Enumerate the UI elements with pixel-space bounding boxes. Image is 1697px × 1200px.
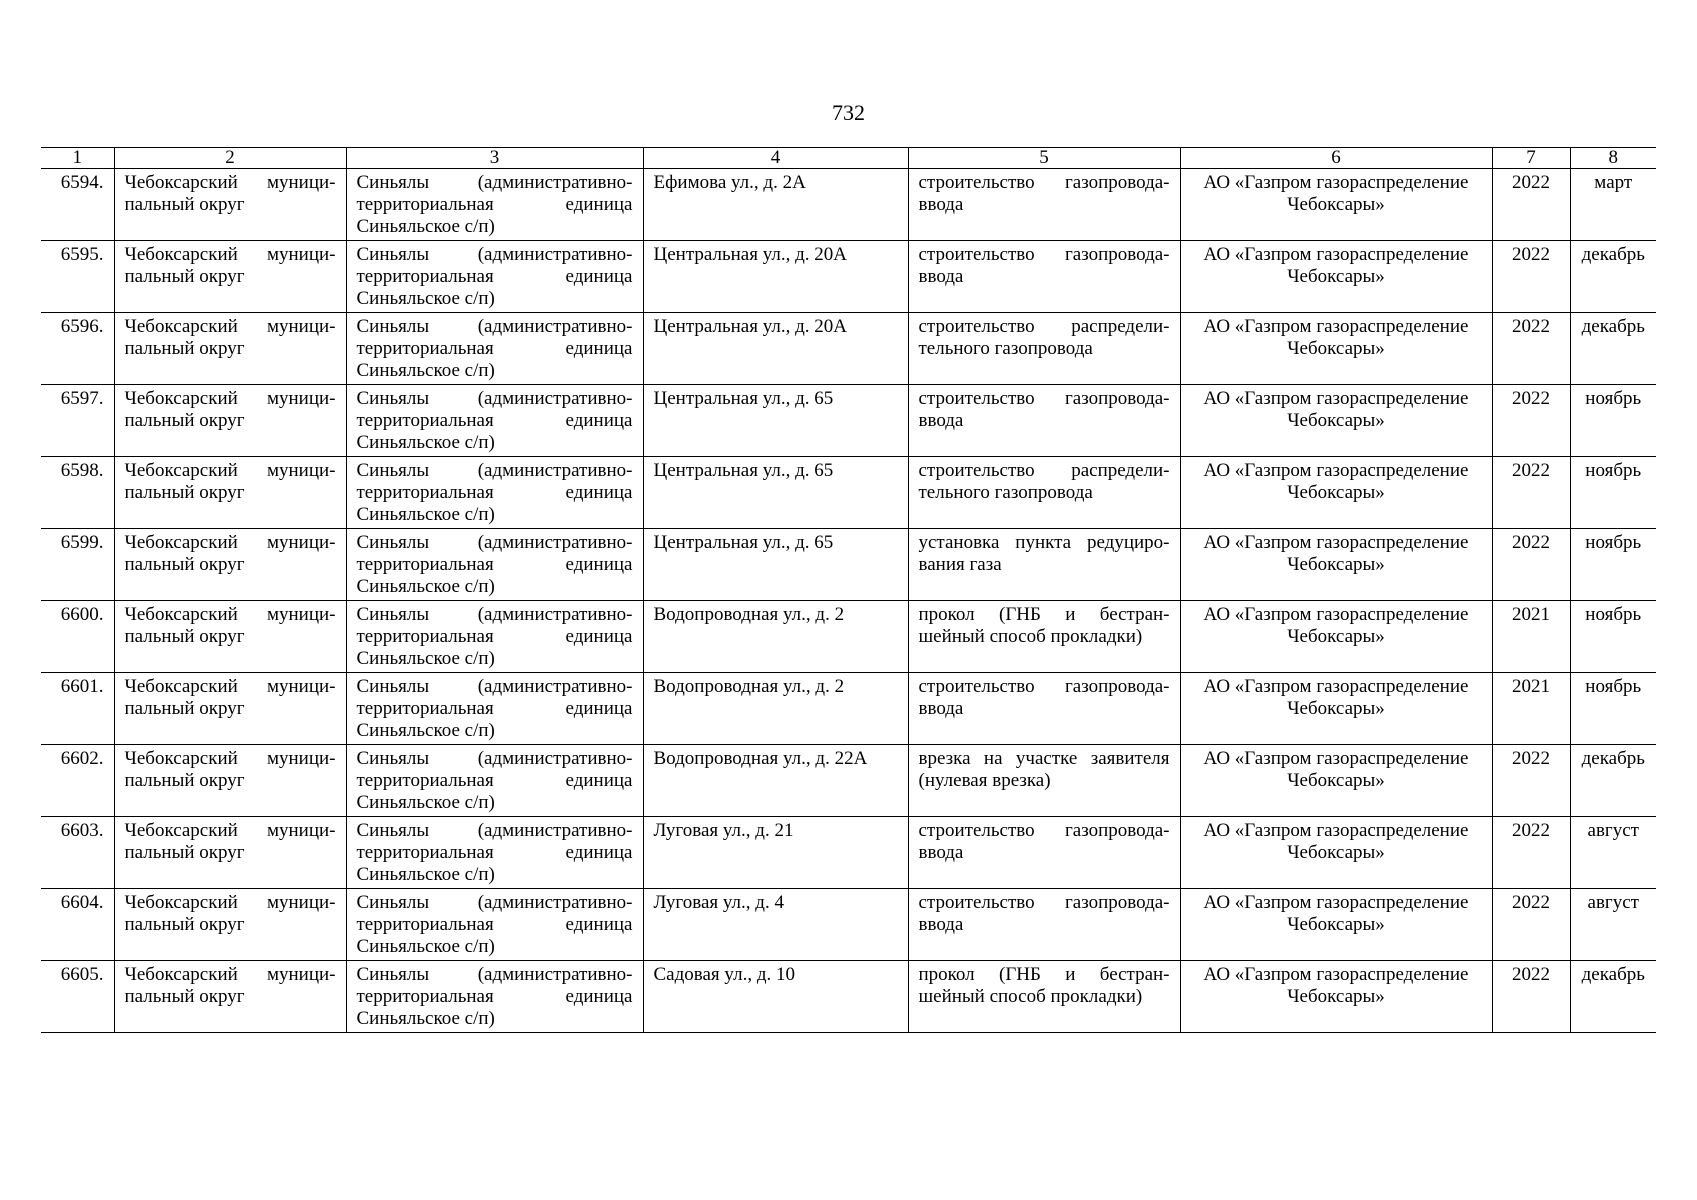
- settlement-cell: [346, 745, 643, 817]
- organization-cell: [1180, 961, 1492, 1033]
- district-line: Чебоксарский муници-: [124, 172, 336, 193]
- district-cell: [114, 457, 346, 529]
- year-text: 2022: [1512, 388, 1550, 409]
- settlement-line: Синьяльское с/п): [356, 360, 495, 381]
- district-line: пальный округ: [124, 338, 245, 359]
- address-cell: [643, 889, 908, 961]
- organization-cell: [1180, 169, 1492, 241]
- row-number: 6603.: [60, 820, 104, 841]
- table-row: [41, 745, 1656, 817]
- page-number: 732: [832, 100, 865, 125]
- settlement-cell: [346, 169, 643, 241]
- year-text: 2022: [1512, 244, 1550, 265]
- row-number-cell: [41, 169, 114, 241]
- district-cell: [114, 817, 346, 889]
- address-text: Садовая ул., д. 10: [653, 964, 795, 985]
- settlement-cell: [346, 673, 643, 745]
- organization-cell: [1180, 385, 1492, 457]
- table-row: [41, 889, 1656, 961]
- work-type-cell: [908, 601, 1180, 673]
- district-line: пальный округ: [124, 770, 245, 791]
- month-text: ноябрь: [1585, 460, 1642, 481]
- district-cell: [114, 745, 346, 817]
- address-text: Центральная ул., д. 20А: [653, 244, 847, 265]
- organization-line: Чебоксары»: [1287, 338, 1385, 359]
- work-line: вания газа: [918, 554, 1002, 575]
- work-type-cell: [908, 457, 1180, 529]
- year-cell: [1492, 601, 1570, 673]
- district-cell: [114, 313, 346, 385]
- settlement-line: территориальная единица: [356, 410, 633, 431]
- district-line: пальный округ: [124, 698, 245, 719]
- settlement-line: территориальная единица: [356, 266, 633, 287]
- settlement-cell: [346, 457, 643, 529]
- year-cell: [1492, 673, 1570, 745]
- settlement-line: территориальная единица: [356, 554, 633, 575]
- settlement-line: Синьялы (административно-: [356, 460, 633, 481]
- address-cell: [643, 817, 908, 889]
- month-cell: [1570, 529, 1656, 601]
- work-line: ввода: [918, 194, 964, 215]
- district-line: пальный округ: [124, 842, 245, 863]
- month-cell: [1570, 817, 1656, 889]
- address-text: Водопроводная ул., д. 2: [653, 676, 845, 697]
- row-number-cell: [41, 745, 114, 817]
- settlement-line: Синьяльское с/п): [356, 216, 495, 237]
- district-line: Чебоксарский муници-: [124, 892, 336, 913]
- month-cell: [1570, 961, 1656, 1033]
- registry-table: [41, 147, 1656, 1033]
- work-line: прокол (ГНБ и бестран-: [918, 964, 1170, 985]
- month-text: декабрь: [1581, 748, 1645, 769]
- organization-cell: [1180, 745, 1492, 817]
- organization-line: АО «Газпром газораспределение: [1203, 892, 1469, 913]
- column-number-header: 4: [643, 148, 908, 169]
- row-number: 6605.: [60, 964, 104, 985]
- district-line: пальный округ: [124, 410, 245, 431]
- district-line: Чебоксарский муници-: [124, 604, 336, 625]
- work-type-cell: [908, 385, 1180, 457]
- settlement-cell: [346, 889, 643, 961]
- row-number: 6604.: [60, 892, 104, 913]
- work-line: врезка на участке заявителя: [918, 748, 1170, 769]
- work-line: прокол (ГНБ и бестран-: [918, 604, 1170, 625]
- row-number-cell: [41, 889, 114, 961]
- organization-cell: [1180, 889, 1492, 961]
- column-number-header: 7: [1492, 148, 1570, 169]
- column-number-header: 2: [114, 148, 346, 169]
- settlement-line: Синьялы (административно-: [356, 748, 633, 769]
- settlement-line: Синьяльское с/п): [356, 576, 495, 597]
- settlement-line: Синьялы (административно-: [356, 172, 633, 193]
- address-cell: [643, 457, 908, 529]
- work-line: тельного газопровода: [918, 338, 1093, 359]
- row-number-cell: [41, 385, 114, 457]
- organization-line: АО «Газпром газораспределение: [1203, 172, 1469, 193]
- settlement-line: Синьяльское с/п): [356, 864, 495, 885]
- row-number: 6597.: [60, 388, 104, 409]
- settlement-line: территориальная единица: [356, 914, 633, 935]
- organization-line: АО «Газпром газораспределение: [1203, 460, 1469, 481]
- organization-line: АО «Газпром газораспределение: [1203, 388, 1469, 409]
- organization-line: Чебоксары»: [1287, 698, 1385, 719]
- settlement-cell: [346, 961, 643, 1033]
- column-number-header: 6: [1180, 148, 1492, 169]
- district-cell: [114, 529, 346, 601]
- address-text: Луговая ул., д. 4: [653, 892, 784, 913]
- address-cell: [643, 961, 908, 1033]
- work-line: строительство газопровода-: [918, 892, 1170, 913]
- organization-cell: [1180, 457, 1492, 529]
- address-cell: [643, 241, 908, 313]
- settlement-line: Синьялы (административно-: [356, 316, 633, 337]
- work-line: ввода: [918, 842, 964, 863]
- year-text: 2022: [1512, 892, 1550, 913]
- settlement-cell: [346, 385, 643, 457]
- district-line: пальный округ: [124, 986, 245, 1007]
- organization-line: АО «Газпром газораспределение: [1203, 820, 1469, 841]
- settlement-cell: [346, 529, 643, 601]
- year-text: 2022: [1512, 460, 1550, 481]
- row-number-cell: [41, 601, 114, 673]
- year-text: 2021: [1512, 604, 1550, 625]
- work-line: строительство газопровода-: [918, 172, 1170, 193]
- settlement-line: Синьялы (административно-: [356, 244, 633, 265]
- district-line: Чебоксарский муници-: [124, 964, 336, 985]
- table-row: [41, 241, 1656, 313]
- address-text: Центральная ул., д. 65: [653, 388, 834, 409]
- address-cell: [643, 313, 908, 385]
- year-text: 2021: [1512, 676, 1550, 697]
- year-text: 2022: [1512, 748, 1550, 769]
- work-line: ввода: [918, 698, 964, 719]
- district-cell: [114, 385, 346, 457]
- district-line: пальный округ: [124, 266, 245, 287]
- settlement-line: территориальная единица: [356, 698, 633, 719]
- table-row: [41, 385, 1656, 457]
- work-line: ввода: [918, 266, 964, 287]
- year-cell: [1492, 313, 1570, 385]
- month-text: август: [1587, 892, 1639, 913]
- year-cell: [1492, 241, 1570, 313]
- year-text: 2022: [1512, 820, 1550, 841]
- organization-line: Чебоксары»: [1287, 482, 1385, 503]
- address-cell: [643, 745, 908, 817]
- settlement-cell: [346, 241, 643, 313]
- month-cell: [1570, 889, 1656, 961]
- organization-line: Чебоксары»: [1287, 194, 1385, 215]
- work-line: тельного газопровода: [918, 482, 1093, 503]
- row-number: 6602.: [60, 748, 104, 769]
- table-row: [41, 169, 1656, 241]
- address-cell: [643, 169, 908, 241]
- settlement-line: Синьялы (административно-: [356, 892, 633, 913]
- column-number-header: 1: [41, 148, 114, 169]
- settlement-line: территориальная единица: [356, 338, 633, 359]
- table-row: [41, 673, 1656, 745]
- settlement-line: Синьяльское с/п): [356, 936, 495, 957]
- organization-line: Чебоксары»: [1287, 770, 1385, 791]
- address-text: Центральная ул., д. 65: [653, 532, 834, 553]
- work-line: строительство распредели-: [918, 460, 1170, 481]
- organization-line: Чебоксары»: [1287, 842, 1385, 863]
- district-line: пальный округ: [124, 554, 245, 575]
- organization-line: АО «Газпром газораспределение: [1203, 748, 1469, 769]
- organization-line: Чебоксары»: [1287, 986, 1385, 1007]
- month-text: декабрь: [1581, 244, 1645, 265]
- row-number-cell: [41, 673, 114, 745]
- settlement-line: Синьяльское с/п): [356, 720, 495, 741]
- month-text: август: [1587, 820, 1639, 841]
- settlement-line: Синьялы (административно-: [356, 820, 633, 841]
- row-number: 6598.: [60, 460, 104, 481]
- row-number: 6601.: [60, 676, 104, 697]
- work-type-cell: [908, 817, 1180, 889]
- column-number-row: [41, 148, 1656, 169]
- row-number-cell: [41, 817, 114, 889]
- settlement-line: территориальная единица: [356, 842, 633, 863]
- settlement-line: Синьяльское с/п): [356, 1008, 495, 1029]
- table-body: [41, 148, 1656, 1033]
- address-text: Центральная ул., д. 65: [653, 460, 834, 481]
- address-cell: [643, 601, 908, 673]
- row-number-cell: [41, 529, 114, 601]
- year-text: 2022: [1512, 172, 1550, 193]
- month-text: ноябрь: [1585, 388, 1642, 409]
- organization-cell: [1180, 529, 1492, 601]
- organization-cell: [1180, 313, 1492, 385]
- organization-line: Чебоксары»: [1287, 914, 1385, 935]
- work-line: ввода: [918, 410, 964, 431]
- settlement-line: Синьяльское с/п): [356, 648, 495, 669]
- row-number-cell: [41, 241, 114, 313]
- organization-line: АО «Газпром газораспределение: [1203, 316, 1469, 337]
- settlement-line: Синьялы (административно-: [356, 388, 633, 409]
- work-line: ввода: [918, 914, 964, 935]
- work-type-cell: [908, 169, 1180, 241]
- district-cell: [114, 889, 346, 961]
- district-line: Чебоксарский муници-: [124, 532, 336, 553]
- address-text: Водопроводная ул., д. 2: [653, 604, 845, 625]
- organization-line: АО «Газпром газораспределение: [1203, 964, 1469, 985]
- district-line: Чебоксарский муници-: [124, 676, 336, 697]
- work-line: шейный способ прокладки): [918, 986, 1143, 1007]
- organization-line: АО «Газпром газораспределение: [1203, 676, 1469, 697]
- month-text: ноябрь: [1585, 532, 1642, 553]
- organization-line: Чебоксары»: [1287, 410, 1385, 431]
- year-cell: [1492, 817, 1570, 889]
- settlement-line: территориальная единица: [356, 626, 633, 647]
- address-cell: [643, 529, 908, 601]
- month-cell: [1570, 745, 1656, 817]
- organization-line: Чебоксары»: [1287, 626, 1385, 647]
- work-type-cell: [908, 745, 1180, 817]
- settlement-line: Синьяльское с/п): [356, 504, 495, 525]
- year-cell: [1492, 961, 1570, 1033]
- district-line: Чебоксарский муници-: [124, 748, 336, 769]
- district-line: Чебоксарский муници-: [124, 316, 336, 337]
- work-line: установка пункта редуциро-: [918, 532, 1170, 553]
- settlement-cell: [346, 601, 643, 673]
- row-number: 6599.: [60, 532, 104, 553]
- organization-cell: [1180, 673, 1492, 745]
- work-type-cell: [908, 673, 1180, 745]
- work-type-cell: [908, 313, 1180, 385]
- district-line: Чебоксарский муници-: [124, 820, 336, 841]
- month-text: март: [1594, 172, 1633, 193]
- month-text: ноябрь: [1585, 604, 1642, 625]
- work-type-cell: [908, 961, 1180, 1033]
- month-text: декабрь: [1581, 316, 1645, 337]
- organization-cell: [1180, 241, 1492, 313]
- district-line: Чебоксарский муници-: [124, 244, 336, 265]
- month-cell: [1570, 457, 1656, 529]
- row-number: 6595.: [60, 244, 104, 265]
- row-number: 6594.: [60, 172, 104, 193]
- settlement-line: территориальная единица: [356, 482, 633, 503]
- address-text: Луговая ул., д. 21: [653, 820, 794, 841]
- organization-cell: [1180, 817, 1492, 889]
- row-number: 6600.: [60, 604, 104, 625]
- district-line: пальный округ: [124, 626, 245, 647]
- column-number-header: 5: [908, 148, 1180, 169]
- district-line: пальный округ: [124, 194, 245, 215]
- settlement-line: Синьялы (административно-: [356, 604, 633, 625]
- district-cell: [114, 241, 346, 313]
- column-number-header: 3: [346, 148, 643, 169]
- row-number: 6596.: [60, 316, 104, 337]
- address-cell: [643, 385, 908, 457]
- work-line: строительство распредели-: [918, 316, 1170, 337]
- year-cell: [1492, 889, 1570, 961]
- table-row: [41, 529, 1656, 601]
- month-cell: [1570, 673, 1656, 745]
- year-text: 2022: [1512, 316, 1550, 337]
- work-line: строительство газопровода-: [918, 820, 1170, 841]
- settlement-line: территориальная единица: [356, 770, 633, 791]
- settlement-line: территориальная единица: [356, 194, 633, 215]
- district-cell: [114, 673, 346, 745]
- district-cell: [114, 169, 346, 241]
- settlement-line: Синьялы (административно-: [356, 964, 633, 985]
- month-cell: [1570, 601, 1656, 673]
- district-line: пальный округ: [124, 482, 245, 503]
- work-type-cell: [908, 529, 1180, 601]
- month-cell: [1570, 385, 1656, 457]
- table-row: [41, 313, 1656, 385]
- organization-line: АО «Газпром газораспределение: [1203, 604, 1469, 625]
- settlement-line: Синьяльское с/п): [356, 288, 495, 309]
- settlement-line: Синьяльское с/п): [356, 432, 495, 453]
- settlement-cell: [346, 817, 643, 889]
- year-cell: [1492, 745, 1570, 817]
- month-cell: [1570, 313, 1656, 385]
- year-cell: [1492, 385, 1570, 457]
- district-line: Чебоксарский муници-: [124, 460, 336, 481]
- organization-line: АО «Газпром газораспределение: [1203, 244, 1469, 265]
- year-cell: [1492, 529, 1570, 601]
- settlement-line: Синьяльское с/п): [356, 792, 495, 813]
- settlement-line: территориальная единица: [356, 986, 633, 1007]
- work-line: строительство газопровода-: [918, 388, 1170, 409]
- settlement-cell: [346, 313, 643, 385]
- table-row: [41, 457, 1656, 529]
- district-line: пальный округ: [124, 914, 245, 935]
- organization-line: Чебоксары»: [1287, 266, 1385, 287]
- work-line: шейный способ прокладки): [918, 626, 1143, 647]
- settlement-line: Синьялы (административно-: [356, 676, 633, 697]
- year-cell: [1492, 169, 1570, 241]
- year-text: 2022: [1512, 532, 1550, 553]
- work-line: (нулевая врезка): [918, 770, 1051, 791]
- organization-line: Чебоксары»: [1287, 554, 1385, 575]
- district-cell: [114, 961, 346, 1033]
- settlement-line: Синьялы (административно-: [356, 532, 633, 553]
- address-text: Ефимова ул., д. 2А: [653, 172, 806, 193]
- row-number-cell: [41, 313, 114, 385]
- work-type-cell: [908, 889, 1180, 961]
- address-text: Центральная ул., д. 20А: [653, 316, 847, 337]
- work-type-cell: [908, 241, 1180, 313]
- organization-line: АО «Газпром газораспределение: [1203, 532, 1469, 553]
- year-cell: [1492, 457, 1570, 529]
- work-line: строительство газопровода-: [918, 676, 1170, 697]
- row-number-cell: [41, 457, 114, 529]
- organization-cell: [1180, 601, 1492, 673]
- row-number-cell: [41, 961, 114, 1033]
- address-cell: [643, 673, 908, 745]
- table-row: [41, 961, 1656, 1033]
- month-text: декабрь: [1581, 964, 1645, 985]
- address-text: Водопроводная ул., д. 22А: [653, 748, 868, 769]
- work-line: строительство газопровода-: [918, 244, 1170, 265]
- district-line: Чебоксарский муници-: [124, 388, 336, 409]
- table-row: [41, 601, 1656, 673]
- month-text: ноябрь: [1585, 676, 1642, 697]
- table-row: [41, 817, 1656, 889]
- district-cell: [114, 601, 346, 673]
- year-text: 2022: [1512, 964, 1550, 985]
- column-number-header: 8: [1570, 148, 1656, 169]
- month-cell: [1570, 241, 1656, 313]
- month-cell: [1570, 169, 1656, 241]
